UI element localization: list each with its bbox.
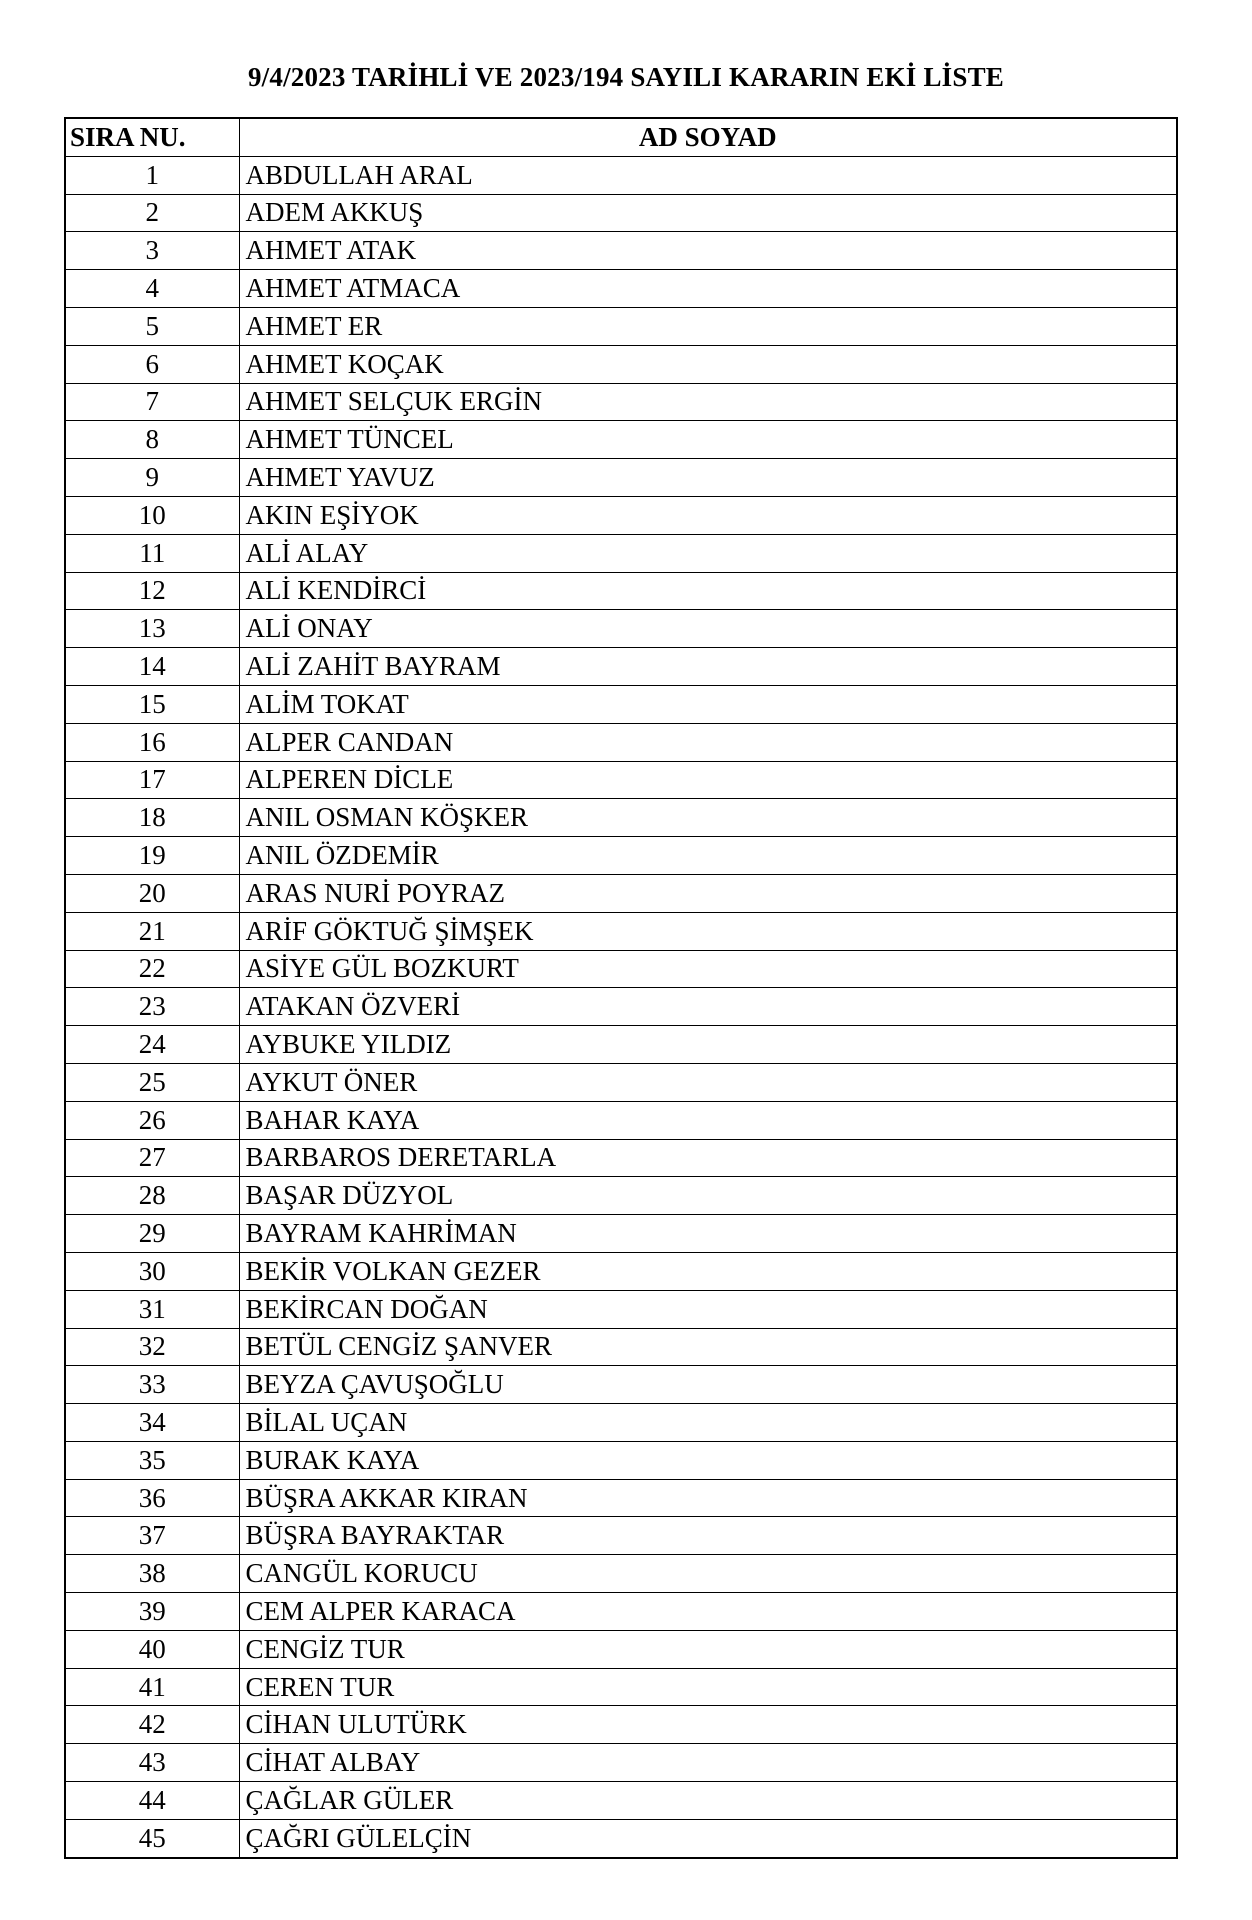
person-name: BİLAL UÇAN: [239, 1404, 1177, 1442]
row-number: 41: [65, 1668, 239, 1706]
row-number: 38: [65, 1555, 239, 1593]
person-name: ALPEREN DİCLE: [239, 761, 1177, 799]
table-row: [65, 1404, 1177, 1442]
row-number: 1: [65, 156, 239, 194]
table-row: [65, 421, 1177, 459]
row-number: 37: [65, 1517, 239, 1555]
table-row: [65, 1668, 1177, 1706]
document-title: 9/4/2023 TARİHLİ VE 2023/194 SAYILI KARARIN EKİ LİSTE: [247, 62, 1005, 92]
table-row: [65, 837, 1177, 875]
table-row: [65, 685, 1177, 723]
table-row: [65, 761, 1177, 799]
row-number: 21: [65, 912, 239, 950]
table-row: [65, 459, 1177, 497]
person-name: ASİYE GÜL BOZKURT: [239, 950, 1177, 988]
column-header-ad-soyad: AD SOYAD: [239, 118, 1177, 156]
row-number: 32: [65, 1328, 239, 1366]
row-number: 20: [65, 874, 239, 912]
table-row: [65, 496, 1177, 534]
row-number: 3: [65, 232, 239, 270]
row-number: 18: [65, 799, 239, 837]
table-row: [65, 1593, 1177, 1631]
person-name: ALPER CANDAN: [239, 723, 1177, 761]
row-number: 19: [65, 837, 239, 875]
name-list-table: [64, 117, 1178, 1859]
person-name: ÇAĞRI GÜLELÇİN: [239, 1819, 1177, 1857]
row-number: 15: [65, 685, 239, 723]
person-name: BEYZA ÇAVUŞOĞLU: [239, 1366, 1177, 1404]
column-header-sira-nu: SIRA NU.: [65, 118, 239, 156]
row-number: 25: [65, 1063, 239, 1101]
person-name: ALİ ZAHİT BAYRAM: [239, 648, 1177, 686]
row-number: 23: [65, 988, 239, 1026]
table-row: [65, 1819, 1177, 1857]
row-number: 34: [65, 1404, 239, 1442]
person-name: ALİ ONAY: [239, 610, 1177, 648]
person-name: ATAKAN ÖZVERİ: [239, 988, 1177, 1026]
person-name: CİHAN ULUTÜRK: [239, 1706, 1177, 1744]
row-number: 39: [65, 1593, 239, 1631]
person-name: AHMET KOÇAK: [239, 345, 1177, 383]
row-number: 35: [65, 1441, 239, 1479]
row-number: 6: [65, 345, 239, 383]
person-name: BURAK KAYA: [239, 1441, 1177, 1479]
table-row: [65, 950, 1177, 988]
person-name: AHMET ATAK: [239, 232, 1177, 270]
row-number: 40: [65, 1630, 239, 1668]
row-number: 44: [65, 1782, 239, 1820]
person-name: AHMET ER: [239, 307, 1177, 345]
table-row: [65, 1290, 1177, 1328]
table-row: [65, 1101, 1177, 1139]
table-row: [65, 534, 1177, 572]
table-row: [65, 1366, 1177, 1404]
table-row: [65, 1517, 1177, 1555]
person-name: ANIL ÖZDEMİR: [239, 837, 1177, 875]
row-number: 31: [65, 1290, 239, 1328]
row-number: 22: [65, 950, 239, 988]
person-name: ANIL OSMAN KÖŞKER: [239, 799, 1177, 837]
row-number: 10: [65, 496, 239, 534]
row-number: 24: [65, 1026, 239, 1064]
table-row: [65, 799, 1177, 837]
table-body: [65, 156, 1177, 1857]
person-name: ARİF GÖKTUĞ ŞİMŞEK: [239, 912, 1177, 950]
person-name: ÇAĞLAR GÜLER: [239, 1782, 1177, 1820]
table-header-row: [65, 118, 1177, 156]
person-name: ALİ ALAY: [239, 534, 1177, 572]
person-name: AHMET ATMACA: [239, 270, 1177, 308]
table-row: [65, 383, 1177, 421]
row-number: 27: [65, 1139, 239, 1177]
person-name: AHMET SELÇUK ERGİN: [239, 383, 1177, 421]
row-number: 43: [65, 1744, 239, 1782]
person-name: AYBUKE YILDIZ: [239, 1026, 1177, 1064]
table-row: [65, 1744, 1177, 1782]
row-number: 30: [65, 1252, 239, 1290]
row-number: 16: [65, 723, 239, 761]
person-name: CANGÜL KORUCU: [239, 1555, 1177, 1593]
person-name: BÜŞRA BAYRAKTAR: [239, 1517, 1177, 1555]
person-name: ABDULLAH ARAL: [239, 156, 1177, 194]
person-name: ALİM TOKAT: [239, 685, 1177, 723]
row-number: 45: [65, 1819, 239, 1857]
table-row: [65, 156, 1177, 194]
person-name: BAYRAM KAHRİMAN: [239, 1215, 1177, 1253]
person-name: AKIN EŞİYOK: [239, 496, 1177, 534]
person-name: CİHAT ALBAY: [239, 1744, 1177, 1782]
table-row: [65, 1630, 1177, 1668]
row-number: 36: [65, 1479, 239, 1517]
row-number: 13: [65, 610, 239, 648]
table-row: [65, 1139, 1177, 1177]
row-number: 42: [65, 1706, 239, 1744]
row-number: 12: [65, 572, 239, 610]
table-row: [65, 1706, 1177, 1744]
table-row: [65, 307, 1177, 345]
table-row: [65, 988, 1177, 1026]
table-row: [65, 874, 1177, 912]
person-name: ALİ KENDİRCİ: [239, 572, 1177, 610]
table-row: [65, 1252, 1177, 1290]
row-number: 8: [65, 421, 239, 459]
row-number: 2: [65, 194, 239, 232]
table-row: [65, 194, 1177, 232]
table-row: [65, 1782, 1177, 1820]
table-row: [65, 1215, 1177, 1253]
person-name: AYKUT ÖNER: [239, 1063, 1177, 1101]
person-name: ADEM AKKUŞ: [239, 194, 1177, 232]
row-number: 28: [65, 1177, 239, 1215]
person-name: BÜŞRA AKKAR KIRAN: [239, 1479, 1177, 1517]
row-number: 17: [65, 761, 239, 799]
table-row: [65, 1555, 1177, 1593]
person-name: BAHAR KAYA: [239, 1101, 1177, 1139]
person-name: AHMET YAVUZ: [239, 459, 1177, 497]
person-name: CEM ALPER KARACA: [239, 1593, 1177, 1631]
row-number: 33: [65, 1366, 239, 1404]
table-row: [65, 1026, 1177, 1064]
person-name: AHMET TÜNCEL: [239, 421, 1177, 459]
table-row: [65, 1328, 1177, 1366]
person-name: BETÜL CENGİZ ŞANVER: [239, 1328, 1177, 1366]
table-row: [65, 345, 1177, 383]
person-name: BARBAROS DERETARLA: [239, 1139, 1177, 1177]
person-name: ARAS NURİ POYRAZ: [239, 874, 1177, 912]
row-number: 7: [65, 383, 239, 421]
person-name: CENGİZ TUR: [239, 1630, 1177, 1668]
table-row: [65, 1177, 1177, 1215]
row-number: 5: [65, 307, 239, 345]
table-row: [65, 270, 1177, 308]
table-row: [65, 648, 1177, 686]
person-name: BEKİR VOLKAN GEZER: [239, 1252, 1177, 1290]
table-row: [65, 1479, 1177, 1517]
row-number: 14: [65, 648, 239, 686]
person-name: BAŞAR DÜZYOL: [239, 1177, 1177, 1215]
row-number: 26: [65, 1101, 239, 1139]
row-number: 9: [65, 459, 239, 497]
row-number: 4: [65, 270, 239, 308]
row-number: 11: [65, 534, 239, 572]
table-row: [65, 610, 1177, 648]
person-name: CEREN TUR: [239, 1668, 1177, 1706]
table-row: [65, 1063, 1177, 1101]
row-number: 29: [65, 1215, 239, 1253]
table-row: [65, 1441, 1177, 1479]
table-row: [65, 723, 1177, 761]
person-name: BEKİRCAN DOĞAN: [239, 1290, 1177, 1328]
table-row: [65, 912, 1177, 950]
table-row: [65, 232, 1177, 270]
table-row: [65, 572, 1177, 610]
